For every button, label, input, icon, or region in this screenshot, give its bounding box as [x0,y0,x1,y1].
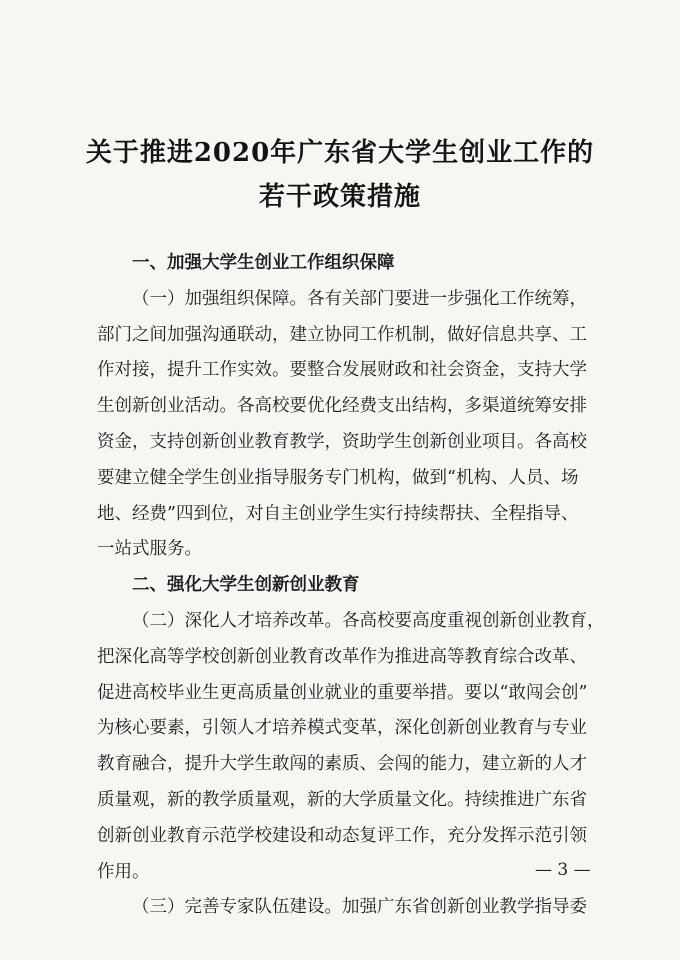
paragraph-line: 作对接，提升工作实效。要整合发展财政和社会资金，支持大学 [97,360,587,381]
paragraph-line: 促进高校毕业生更高质量创业就业的重要举措。要以“敢闯会创” [97,682,588,703]
paragraph-line: 一站式服务。 [97,539,202,560]
paragraph-line: 部门之间加强沟通联动，建立协同工作机制，做好信息共享、工 [97,324,587,345]
paragraph-line: 资金，支持创新创业教育教学，资助学生创新创业项目。各高校 [97,431,587,452]
paragraph-line: （二）深化人才培养改革。各高校要高度重视创新创业教育， [132,610,605,631]
paragraph-line: 教育融合，提升大学生敢闯的素质、会闯的能力，建立新的人才 [97,754,587,775]
paragraph-line: 为核心要素，引领人才培养模式变革，深化创新创业教育与专业 [97,718,587,739]
paragraph-line: 把深化高等学校创新创业教育改革作为推进高等教育综合改革、 [97,646,587,667]
paragraph-line: 生创新创业活动。各高校要优化经费支出结构，多渠道统筹安排 [97,396,587,417]
paragraph-line: 创新创业教育示范学校建设和动态复评工作，充分发挥示范引领 [97,825,587,846]
paragraph-line: 地、经费”四到位，对自主创业学生实行持续帮扶、全程指导、 [97,503,579,524]
document-title-line-1: 关于推进2020年广东省大学生创业工作的 [85,138,595,168]
document-title-line-2: 若干政策措施 [258,182,421,212]
page-number: — 3 — [535,860,591,880]
paragraph-line: 作用。 [97,861,150,882]
document-body [97,246,605,926]
section-heading: 二、强化大学生创新创业教育 [132,575,360,596]
section-heading: 一、加强大学生创业工作组织保障 [132,253,395,273]
paragraph-line: 要建立健全学生创业指导服务专门机构，做到“机构、人员、场 [97,467,579,488]
paragraph-line: 质量观，新的教学质量观，新的大学质量文化。持续推进广东省 [97,789,587,810]
paragraph-line: （三）完善专家队伍建设。加强广东省创新创业教学指导委 [132,897,587,918]
paragraph-line: （一）加强组织保障。各有关部门要进一步强化工作统筹， [132,288,587,309]
